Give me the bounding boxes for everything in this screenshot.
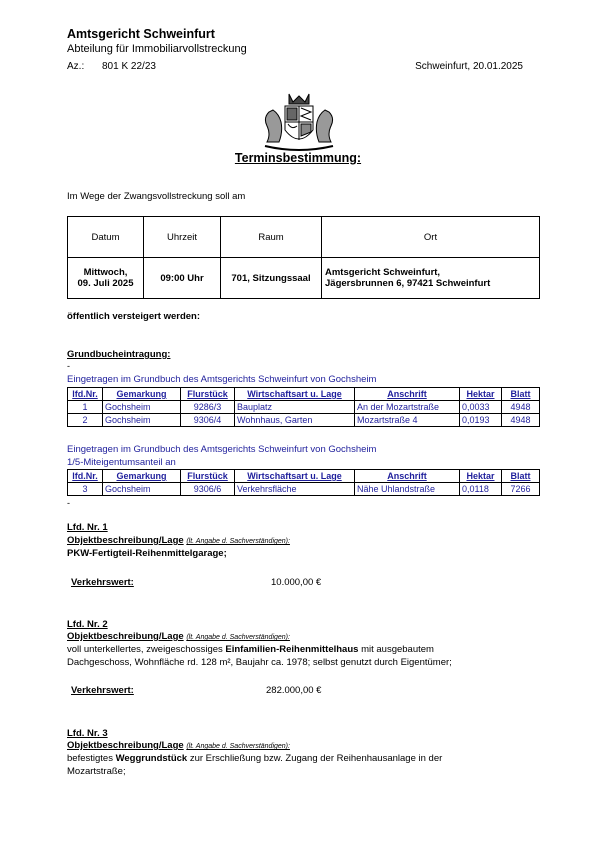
grundbuch-entry-1: Eingetragen im Grundbuch des Amtsgerichts Schweinfurt von Gochsheim [67,374,377,385]
col-hektar: Hektar [460,470,502,483]
item-1-value-label: Verkehrswert: [71,577,134,588]
schedule-table [67,216,540,299]
item-2-value-label: Verkehrswert: [71,685,134,696]
schedule-value-row [68,258,540,299]
auction-text: öffentlich versteigert werden: [67,311,201,322]
table-row [68,483,540,496]
item-1-description: PKW-Fertigteil-Reihenmittelgarage; [67,548,227,559]
dash: - [67,498,70,508]
col-wirtschaftsart: Wirtschaftsart u. Lage [235,388,355,401]
header-place: Ort [322,217,540,258]
document-title: Terminsbestimmung: [234,151,362,165]
col-wirtschaftsart: Wirtschaftsart u. Lage [235,470,355,483]
cell: 0,0118 [460,483,502,496]
item-3-label: Lfd. Nr. 3 [67,728,108,739]
auction-date: Mittwoch, 09. Juli 2025 [68,258,144,299]
header-time: Uhrzeit [144,217,221,258]
cell: 2 [68,414,103,427]
table-row [68,414,540,427]
col-blatt: Blatt [502,470,540,483]
col-anschrift: Anschrift [355,470,460,483]
cell: Gochsheim [103,483,181,496]
cell: Mozartstraße 4 [355,414,460,427]
schedule-header-row [68,217,540,258]
cell: Gochsheim [103,414,181,427]
cell: 4948 [502,401,540,414]
cell: 0,0193 [460,414,502,427]
item-3-description: befestigtes Weggrundstück zur Erschließung bzw. Zugang der Reihenhausanlage in der Mozartstraße; [67,753,443,777]
table-header-row [68,470,540,483]
coat-of-arms-icon [259,92,339,152]
court-name: Amtsgericht Schweinfurt [67,27,215,41]
cell: 7266 [502,483,540,496]
case-number: 801 K 22/23 [102,61,156,72]
table-row [68,401,540,414]
cell: Bauplatz [235,401,355,414]
header-room: Raum [221,217,322,258]
auction-room: 701, Sitzungssaal [221,258,322,299]
grundbuch-table-2 [67,469,540,496]
col-flurstueck: Flurstück [181,470,235,483]
cell: Verkehrsfläche [235,483,355,496]
item-2-label: Lfd. Nr. 2 [67,619,108,630]
col-anschrift: Anschrift [355,388,460,401]
case-number-label: Az.: [67,61,85,72]
cell: 0,0033 [460,401,502,414]
header-date: Datum [68,217,144,258]
cell: Gochsheim [103,401,181,414]
auction-time: 09:00 Uhr [144,258,221,299]
item-1-value: 10.000,00 € [271,577,322,588]
cell: 1 [68,401,103,414]
cell: Nähe Uhlandstraße [355,483,460,496]
item-2-value: 282.000,00 € [266,685,322,696]
place-date: Schweinfurt, 20.01.2025 [415,61,523,72]
department: Abteilung für Immobiliarvollstreckung [67,43,247,55]
item-3-object-heading: Objektbeschreibung/Lage (lt. Angabe d. Sachverständigen): [67,740,290,751]
dash: - [67,361,70,371]
intro-text: Im Wege der Zwangsvollstreckung soll am [67,191,246,202]
auction-place: Amtsgericht Schweinfurt, Jägersbrunnen 6, 97421 Schweinfurt [322,258,540,299]
table-header-row [68,388,540,401]
item-1-object-heading: Objektbeschreibung/Lage (lt. Angabe d. Sachverständigen): [67,535,290,546]
grundbuch-title: Grundbucheintragung: [67,349,171,360]
col-lfd-nr: lfd.Nr. [68,388,103,401]
col-hektar: Hektar [460,388,502,401]
col-gemarkung: Gemarkung [103,388,181,401]
col-lfd-nr: lfd.Nr. [68,470,103,483]
cell: 9286/3 [181,401,235,414]
cell: 9306/6 [181,483,235,496]
item-2-object-heading: Objektbeschreibung/Lage (lt. Angabe d. Sachverständigen): [67,631,290,642]
grundbuch-entry-2: Eingetragen im Grundbuch des Amtsgerichts Schweinfurt von Gochsheim 1/5-Miteigentumsanteil an [67,444,377,468]
col-flurstueck: Flurstück [181,388,235,401]
cell: 4948 [502,414,540,427]
cell: An der Mozartstraße [355,401,460,414]
cell: Wohnhaus, Garten [235,414,355,427]
col-blatt: Blatt [502,388,540,401]
item-1-label: Lfd. Nr. 1 [67,522,108,533]
item-2-description: voll unterkellertes, zweigeschossiges Einfamilien-Reihenmittelhaus mit ausgebautem Dachgeschoss, Wohnfläche rd. 128 m², Baujahr ca. 1978; selbst genutzt durch Eigentümer; [67,644,452,668]
cell: 3 [68,483,103,496]
cell: 9306/4 [181,414,235,427]
col-gemarkung: Gemarkung [103,470,181,483]
grundbuch-table-1 [67,387,540,427]
